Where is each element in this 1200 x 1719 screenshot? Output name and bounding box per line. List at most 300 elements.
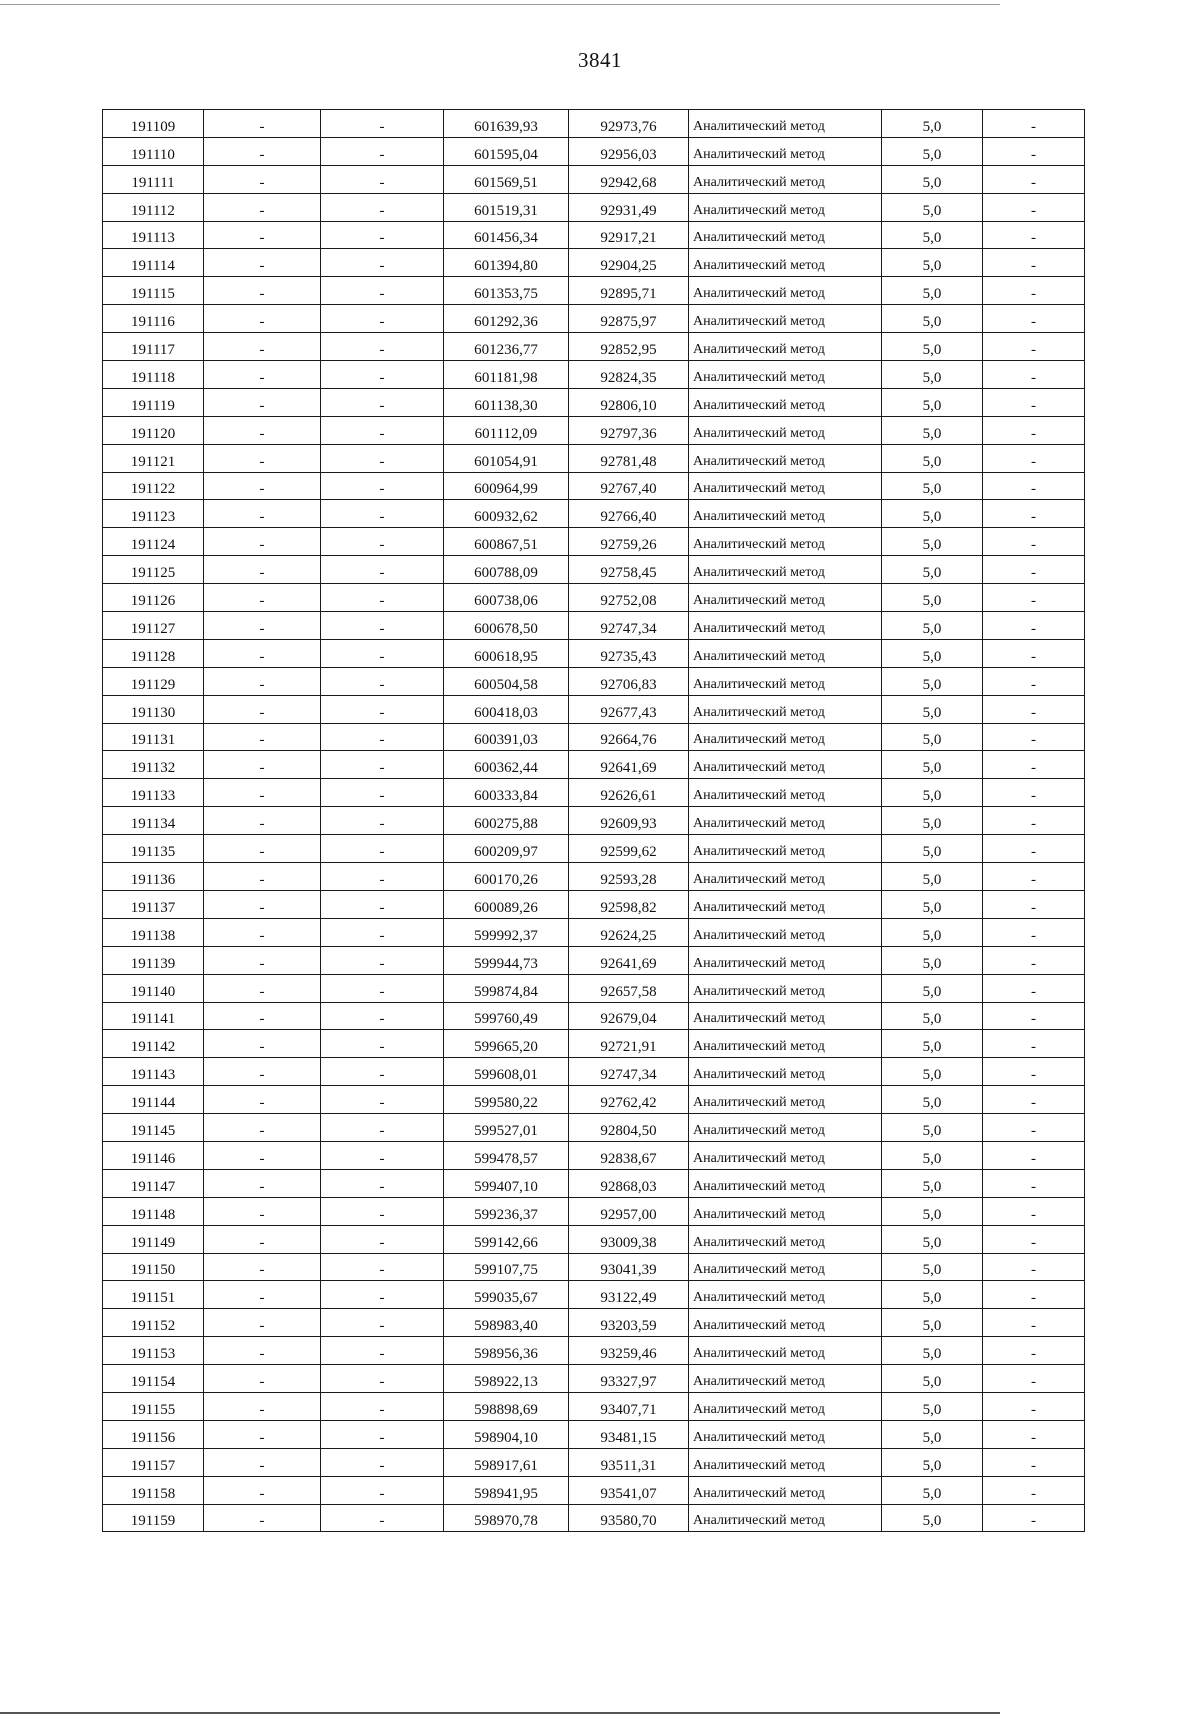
method-cell: Аналитический метод [689,556,882,584]
x-coordinate-cell: 601569,51 [444,165,569,193]
empty-value-cell: - [983,500,1085,528]
table-row [103,333,1085,361]
empty-value-cell: - [983,1420,1085,1448]
empty-value-cell: - [204,528,321,556]
x-coordinate-cell: 599035,67 [444,1281,569,1309]
empty-value-cell: - [204,1365,321,1393]
method-cell: Аналитический метод [689,361,882,389]
empty-value-cell: - [321,528,444,556]
empty-value-cell: - [321,1058,444,1086]
point-number-cell: 191139 [103,946,204,974]
x-coordinate-cell: 598898,69 [444,1392,569,1420]
accuracy-cell: 5,0 [882,333,983,361]
accuracy-cell: 5,0 [882,110,983,138]
empty-value-cell: - [983,779,1085,807]
y-coordinate-cell: 92752,08 [569,584,689,612]
x-coordinate-cell: 600170,26 [444,863,569,891]
point-number-cell: 191156 [103,1420,204,1448]
table-row [103,974,1085,1002]
y-coordinate-cell: 92942,68 [569,165,689,193]
y-coordinate-cell: 92762,42 [569,1086,689,1114]
table-row [103,249,1085,277]
empty-value-cell: - [321,1030,444,1058]
y-coordinate-cell: 92931,49 [569,193,689,221]
empty-value-cell: - [321,1197,444,1225]
accuracy-cell: 5,0 [882,946,983,974]
empty-value-cell: - [321,723,444,751]
empty-value-cell: - [321,1141,444,1169]
method-cell: Аналитический метод [689,1392,882,1420]
table-row [103,1365,1085,1393]
empty-value-cell: - [204,416,321,444]
x-coordinate-cell: 599107,75 [444,1253,569,1281]
method-cell: Аналитический метод [689,1309,882,1337]
x-coordinate-cell: 601519,31 [444,193,569,221]
empty-value-cell: - [983,918,1085,946]
accuracy-cell: 5,0 [882,221,983,249]
accuracy-cell: 5,0 [882,361,983,389]
point-number-cell: 191150 [103,1253,204,1281]
table-row [103,528,1085,556]
accuracy-cell: 5,0 [882,472,983,500]
empty-value-cell: - [204,946,321,974]
table-row [103,1420,1085,1448]
method-cell: Аналитический метод [689,500,882,528]
table-row [103,277,1085,305]
accuracy-cell: 5,0 [882,1365,983,1393]
point-number-cell: 191130 [103,695,204,723]
empty-value-cell: - [983,444,1085,472]
x-coordinate-cell: 599407,10 [444,1169,569,1197]
method-cell: Аналитический метод [689,835,882,863]
empty-value-cell: - [983,974,1085,1002]
empty-value-cell: - [983,612,1085,640]
empty-value-cell: - [983,110,1085,138]
point-number-cell: 191147 [103,1169,204,1197]
method-cell: Аналитический метод [689,1141,882,1169]
method-cell: Аналитический метод [689,1365,882,1393]
table-row [103,835,1085,863]
empty-value-cell: - [204,221,321,249]
empty-value-cell: - [983,1114,1085,1142]
y-coordinate-cell: 92759,26 [569,528,689,556]
accuracy-cell: 5,0 [882,1197,983,1225]
empty-value-cell: - [983,472,1085,500]
empty-value-cell: - [321,305,444,333]
y-coordinate-cell: 92766,40 [569,500,689,528]
accuracy-cell: 5,0 [882,974,983,1002]
point-number-cell: 191110 [103,137,204,165]
table-row [103,1030,1085,1058]
point-number-cell: 191120 [103,416,204,444]
scan-edge-top [0,4,1000,5]
method-cell: Аналитический метод [689,1420,882,1448]
empty-value-cell: - [204,835,321,863]
accuracy-cell: 5,0 [882,1002,983,1030]
empty-value-cell: - [321,639,444,667]
empty-value-cell: - [204,388,321,416]
x-coordinate-cell: 599608,01 [444,1058,569,1086]
y-coordinate-cell: 93122,49 [569,1281,689,1309]
table-row [103,1281,1085,1309]
empty-value-cell: - [321,249,444,277]
table-row [103,612,1085,640]
empty-value-cell: - [204,1476,321,1504]
table-row [103,1225,1085,1253]
point-number-cell: 191134 [103,807,204,835]
accuracy-cell: 5,0 [882,695,983,723]
empty-value-cell: - [321,946,444,974]
accuracy-cell: 5,0 [882,1114,983,1142]
y-coordinate-cell: 92895,71 [569,277,689,305]
point-number-cell: 191153 [103,1337,204,1365]
method-cell: Аналитический метод [689,137,882,165]
empty-value-cell: - [321,890,444,918]
empty-value-cell: - [983,137,1085,165]
x-coordinate-cell: 601595,04 [444,137,569,165]
empty-value-cell: - [983,695,1085,723]
empty-value-cell: - [983,528,1085,556]
method-cell: Аналитический метод [689,918,882,946]
table-row [103,556,1085,584]
empty-value-cell: - [204,277,321,305]
empty-value-cell: - [204,137,321,165]
table-body [103,110,1085,1532]
point-number-cell: 191143 [103,1058,204,1086]
y-coordinate-cell: 93580,70 [569,1504,689,1532]
empty-value-cell: - [204,193,321,221]
x-coordinate-cell: 598941,95 [444,1476,569,1504]
y-coordinate-cell: 93009,38 [569,1225,689,1253]
point-number-cell: 191158 [103,1476,204,1504]
y-coordinate-cell: 92806,10 [569,388,689,416]
empty-value-cell: - [321,333,444,361]
empty-value-cell: - [204,974,321,1002]
point-number-cell: 191154 [103,1365,204,1393]
empty-value-cell: - [204,1392,321,1420]
empty-value-cell: - [983,890,1085,918]
empty-value-cell: - [321,695,444,723]
accuracy-cell: 5,0 [882,277,983,305]
empty-value-cell: - [983,305,1085,333]
y-coordinate-cell: 92797,36 [569,416,689,444]
table-row [103,1169,1085,1197]
empty-value-cell: - [983,723,1085,751]
x-coordinate-cell: 599874,84 [444,974,569,1002]
point-number-cell: 191155 [103,1392,204,1420]
empty-value-cell: - [321,221,444,249]
empty-value-cell: - [204,1281,321,1309]
scan-edge-bottom [0,1712,1000,1714]
x-coordinate-cell: 600867,51 [444,528,569,556]
y-coordinate-cell: 93203,59 [569,1309,689,1337]
accuracy-cell: 5,0 [882,890,983,918]
table-row [103,639,1085,667]
y-coordinate-cell: 92664,76 [569,723,689,751]
method-cell: Аналитический метод [689,1337,882,1365]
table-row [103,863,1085,891]
empty-value-cell: - [321,165,444,193]
accuracy-cell: 5,0 [882,305,983,333]
method-cell: Аналитический метод [689,807,882,835]
accuracy-cell: 5,0 [882,1253,983,1281]
empty-value-cell: - [204,305,321,333]
table-row [103,388,1085,416]
empty-value-cell: - [204,890,321,918]
table-row [103,472,1085,500]
y-coordinate-cell: 93327,97 [569,1365,689,1393]
x-coordinate-cell: 598970,78 [444,1504,569,1532]
empty-value-cell: - [204,695,321,723]
empty-value-cell: - [204,1504,321,1532]
method-cell: Аналитический метод [689,249,882,277]
table-row [103,1086,1085,1114]
point-number-cell: 191127 [103,612,204,640]
empty-value-cell: - [321,388,444,416]
table-row [103,1476,1085,1504]
empty-value-cell: - [321,1281,444,1309]
point-number-cell: 191157 [103,1448,204,1476]
empty-value-cell: - [204,751,321,779]
empty-value-cell: - [321,1309,444,1337]
table-row [103,667,1085,695]
accuracy-cell: 5,0 [882,1086,983,1114]
method-cell: Аналитический метод [689,1448,882,1476]
x-coordinate-cell: 600618,95 [444,639,569,667]
accuracy-cell: 5,0 [882,193,983,221]
method-cell: Аналитический метод [689,528,882,556]
empty-value-cell: - [321,1114,444,1142]
empty-value-cell: - [321,1448,444,1476]
x-coordinate-cell: 601292,36 [444,305,569,333]
empty-value-cell: - [983,1337,1085,1365]
empty-value-cell: - [321,137,444,165]
empty-value-cell: - [983,639,1085,667]
empty-value-cell: - [204,723,321,751]
accuracy-cell: 5,0 [882,528,983,556]
method-cell: Аналитический метод [689,193,882,221]
point-number-cell: 191135 [103,835,204,863]
accuracy-cell: 5,0 [882,835,983,863]
empty-value-cell: - [983,1086,1085,1114]
empty-value-cell: - [321,416,444,444]
method-cell: Аналитический метод [689,612,882,640]
x-coordinate-cell: 600964,99 [444,472,569,500]
accuracy-cell: 5,0 [882,1058,983,1086]
x-coordinate-cell: 599580,22 [444,1086,569,1114]
empty-value-cell: - [321,361,444,389]
empty-value-cell: - [321,444,444,472]
empty-value-cell: - [321,1086,444,1114]
y-coordinate-cell: 92838,67 [569,1141,689,1169]
empty-value-cell: - [983,1392,1085,1420]
empty-value-cell: - [204,1169,321,1197]
point-number-cell: 191128 [103,639,204,667]
x-coordinate-cell: 599142,66 [444,1225,569,1253]
y-coordinate-cell: 92641,69 [569,751,689,779]
point-number-cell: 191125 [103,556,204,584]
point-number-cell: 191118 [103,361,204,389]
x-coordinate-cell: 600504,58 [444,667,569,695]
y-coordinate-cell: 92956,03 [569,137,689,165]
method-cell: Аналитический метод [689,863,882,891]
empty-value-cell: - [983,165,1085,193]
point-number-cell: 191124 [103,528,204,556]
method-cell: Аналитический метод [689,723,882,751]
method-cell: Аналитический метод [689,1058,882,1086]
empty-value-cell: - [321,863,444,891]
empty-value-cell: - [983,1002,1085,1030]
accuracy-cell: 5,0 [882,1448,983,1476]
x-coordinate-cell: 599944,73 [444,946,569,974]
x-coordinate-cell: 600089,26 [444,890,569,918]
table-row [103,1253,1085,1281]
y-coordinate-cell: 92758,45 [569,556,689,584]
table-row [103,779,1085,807]
method-cell: Аналитический метод [689,1002,882,1030]
method-cell: Аналитический метод [689,416,882,444]
method-cell: Аналитический метод [689,1281,882,1309]
method-cell: Аналитический метод [689,1086,882,1114]
point-number-cell: 191151 [103,1281,204,1309]
x-coordinate-cell: 599760,49 [444,1002,569,1030]
empty-value-cell: - [204,584,321,612]
table-row [103,1058,1085,1086]
method-cell: Аналитический метод [689,751,882,779]
empty-value-cell: - [321,1337,444,1365]
y-coordinate-cell: 92804,50 [569,1114,689,1142]
accuracy-cell: 5,0 [882,779,983,807]
x-coordinate-cell: 598917,61 [444,1448,569,1476]
table-row [103,890,1085,918]
empty-value-cell: - [204,863,321,891]
x-coordinate-cell: 599236,37 [444,1197,569,1225]
empty-value-cell: - [983,1253,1085,1281]
table-row [103,1337,1085,1365]
y-coordinate-cell: 92868,03 [569,1169,689,1197]
empty-value-cell: - [321,193,444,221]
point-number-cell: 191129 [103,667,204,695]
empty-value-cell: - [204,667,321,695]
y-coordinate-cell: 92747,34 [569,612,689,640]
y-coordinate-cell: 92875,97 [569,305,689,333]
point-number-cell: 191132 [103,751,204,779]
method-cell: Аналитический метод [689,388,882,416]
point-number-cell: 191114 [103,249,204,277]
empty-value-cell: - [983,361,1085,389]
table-row [103,695,1085,723]
point-number-cell: 191140 [103,974,204,1002]
x-coordinate-cell: 599992,37 [444,918,569,946]
table-row [103,1504,1085,1532]
x-coordinate-cell: 601181,98 [444,361,569,389]
accuracy-cell: 5,0 [882,500,983,528]
x-coordinate-cell: 600678,50 [444,612,569,640]
accuracy-cell: 5,0 [882,165,983,193]
method-cell: Аналитический метод [689,277,882,305]
y-coordinate-cell: 92852,95 [569,333,689,361]
method-cell: Аналитический метод [689,165,882,193]
empty-value-cell: - [204,1058,321,1086]
method-cell: Аналитический метод [689,333,882,361]
table-row [103,165,1085,193]
method-cell: Аналитический метод [689,1169,882,1197]
method-cell: Аналитический метод [689,695,882,723]
point-number-cell: 191138 [103,918,204,946]
empty-value-cell: - [321,612,444,640]
y-coordinate-cell: 92609,93 [569,807,689,835]
accuracy-cell: 5,0 [882,1476,983,1504]
y-coordinate-cell: 92721,91 [569,1030,689,1058]
y-coordinate-cell: 92735,43 [569,639,689,667]
table-row [103,305,1085,333]
y-coordinate-cell: 93511,31 [569,1448,689,1476]
empty-value-cell: - [983,1365,1085,1393]
y-coordinate-cell: 92706,83 [569,667,689,695]
empty-value-cell: - [204,779,321,807]
empty-value-cell: - [983,667,1085,695]
empty-value-cell: - [321,110,444,138]
table-row [103,1141,1085,1169]
table-row [103,751,1085,779]
point-number-cell: 191152 [103,1309,204,1337]
accuracy-cell: 5,0 [882,249,983,277]
empty-value-cell: - [204,1002,321,1030]
empty-value-cell: - [983,388,1085,416]
empty-value-cell: - [321,1169,444,1197]
empty-value-cell: - [204,556,321,584]
accuracy-cell: 5,0 [882,137,983,165]
x-coordinate-cell: 600209,97 [444,835,569,863]
method-cell: Аналитический метод [689,584,882,612]
y-coordinate-cell: 93041,39 [569,1253,689,1281]
method-cell: Аналитический метод [689,1197,882,1225]
point-number-cell: 191146 [103,1141,204,1169]
table-row [103,416,1085,444]
accuracy-cell: 5,0 [882,639,983,667]
x-coordinate-cell: 601639,93 [444,110,569,138]
empty-value-cell: - [204,1309,321,1337]
empty-value-cell: - [204,1030,321,1058]
method-cell: Аналитический метод [689,221,882,249]
x-coordinate-cell: 600362,44 [444,751,569,779]
table-row [103,500,1085,528]
accuracy-cell: 5,0 [882,1392,983,1420]
x-coordinate-cell: 600275,88 [444,807,569,835]
point-number-cell: 191126 [103,584,204,612]
y-coordinate-cell: 93481,15 [569,1420,689,1448]
y-coordinate-cell: 92973,76 [569,110,689,138]
point-number-cell: 191141 [103,1002,204,1030]
accuracy-cell: 5,0 [882,1141,983,1169]
empty-value-cell: - [983,1448,1085,1476]
empty-value-cell: - [983,1225,1085,1253]
empty-value-cell: - [204,1420,321,1448]
empty-value-cell: - [204,1448,321,1476]
point-number-cell: 191148 [103,1197,204,1225]
empty-value-cell: - [321,500,444,528]
accuracy-cell: 5,0 [882,388,983,416]
empty-value-cell: - [321,472,444,500]
x-coordinate-cell: 601138,30 [444,388,569,416]
method-cell: Аналитический метод [689,946,882,974]
empty-value-cell: - [983,1058,1085,1086]
empty-value-cell: - [204,472,321,500]
point-number-cell: 191136 [103,863,204,891]
x-coordinate-cell: 598904,10 [444,1420,569,1448]
x-coordinate-cell: 600333,84 [444,779,569,807]
accuracy-cell: 5,0 [882,863,983,891]
